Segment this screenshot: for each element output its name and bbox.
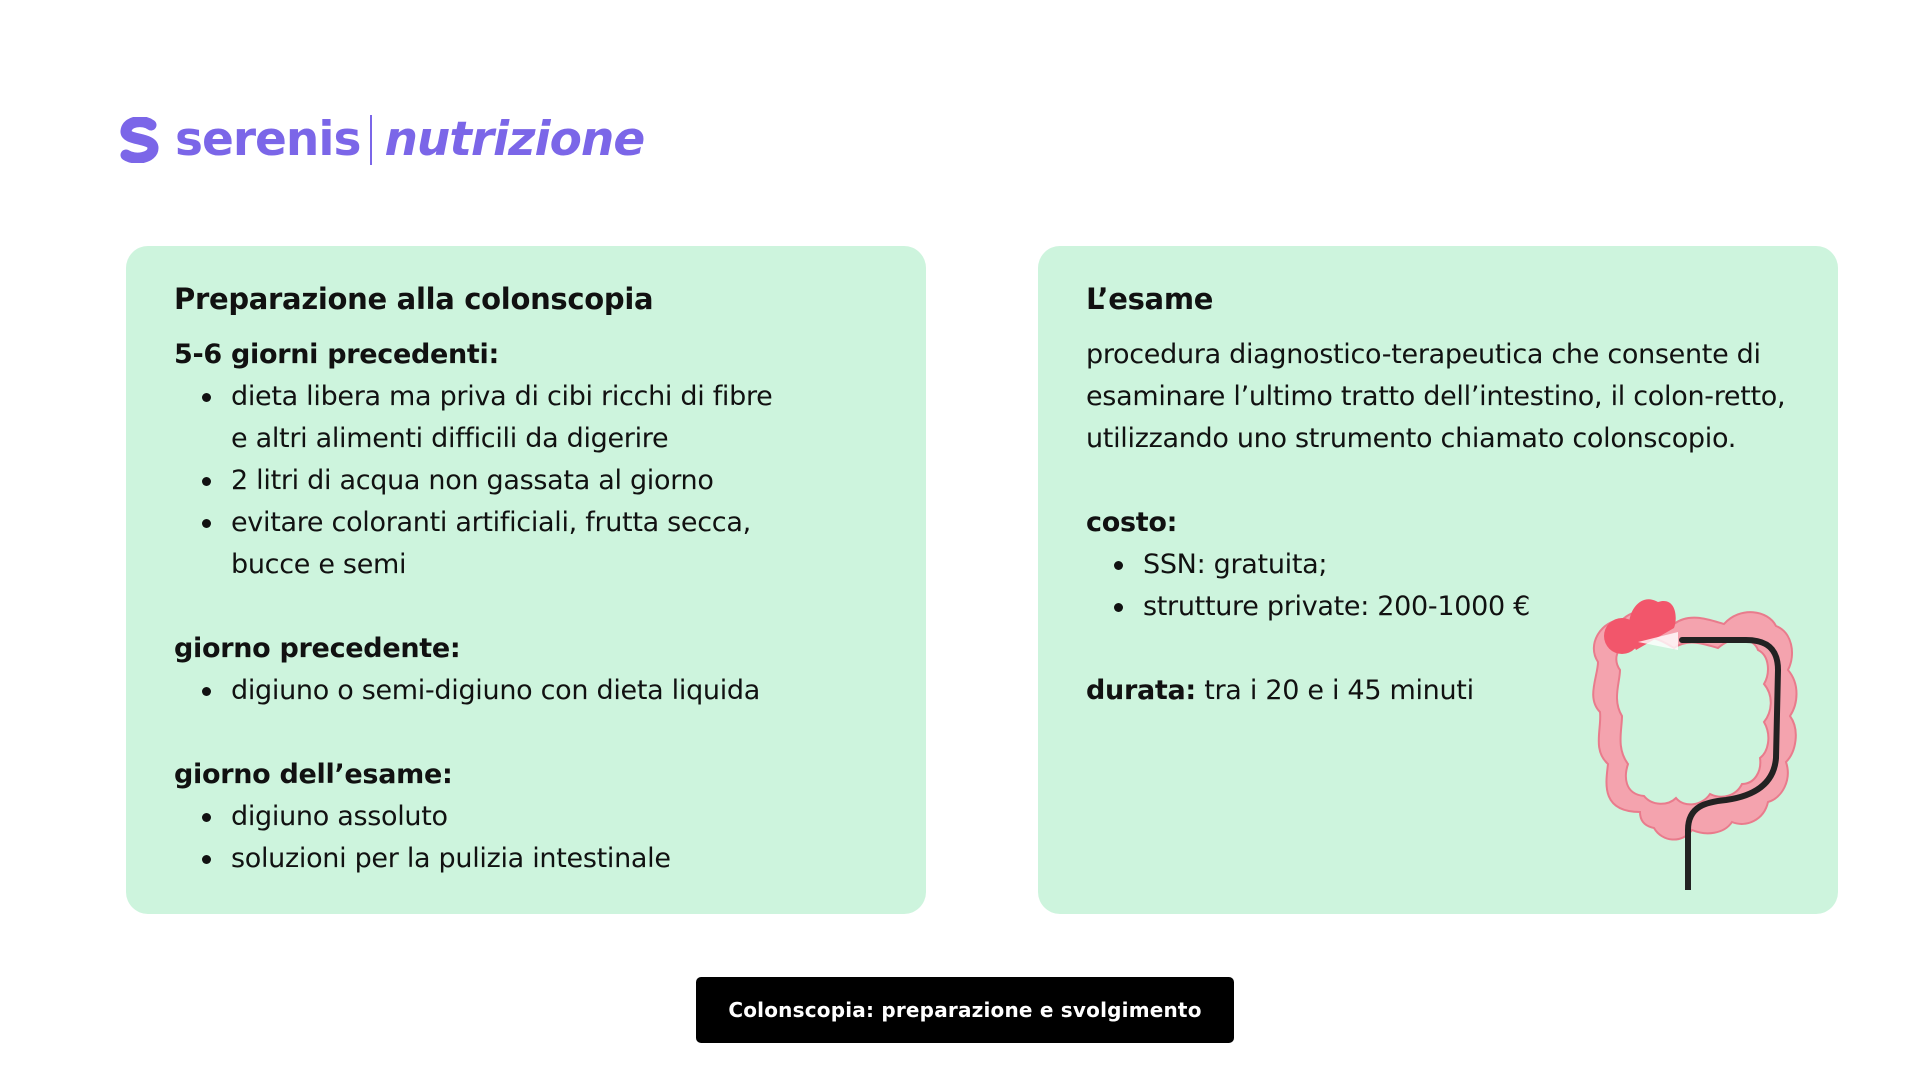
section-exam-day xyxy=(174,754,878,880)
spacer xyxy=(174,712,878,754)
colon-illustration xyxy=(1578,580,1808,890)
list-item: digiuno o semi-digiuno con dieta liquida xyxy=(202,670,878,712)
list-item: dieta libera ma priva di cibi ricchi di fibre e altri alimenti difficili da digerire xyxy=(202,376,791,460)
exam-title: L’esame xyxy=(1086,282,1214,316)
brand-name: serenis xyxy=(175,112,361,167)
duration-label: durata: xyxy=(1086,675,1196,706)
section-heading: giorno precedente: xyxy=(174,633,461,664)
list-item: soluzioni per la pulizia intestinale xyxy=(202,838,878,880)
brand-logo[interactable] xyxy=(117,110,644,170)
section-5-6-days xyxy=(174,334,878,586)
section-heading: 5-6 giorni precedenti: xyxy=(174,339,499,370)
polyp-icon xyxy=(1604,618,1640,654)
list-item: evitare coloranti artificiali, frutta secca, bucce e semi xyxy=(202,502,791,586)
brand-divider xyxy=(370,115,372,165)
intestine-shape xyxy=(1593,599,1796,839)
list-item: 2 litri di acqua non gassata al giorno xyxy=(202,460,878,502)
spacer xyxy=(1086,460,1790,502)
brand-sub: nutrizione xyxy=(384,112,645,167)
bullet-list xyxy=(174,376,878,586)
section-heading: giorno dell’esame: xyxy=(174,759,453,790)
bullet-list xyxy=(174,670,878,712)
serenis-logo-icon xyxy=(117,117,163,163)
preparation-card xyxy=(126,246,926,914)
section-day-before xyxy=(174,628,878,712)
list-item: digiuno assoluto xyxy=(202,796,878,838)
list-item: SSN: gratuita; xyxy=(1114,544,1790,586)
caption-label: Colonscopia: preparazione e svolgimento xyxy=(696,977,1234,1043)
spacer xyxy=(174,586,878,628)
exam-card xyxy=(1038,246,1838,914)
duration-value: tra i 20 e i 45 minuti xyxy=(1204,675,1474,706)
exam-description: procedura diagnostico-terapeutica che consente di esaminare l’ultimo tratto dell’intestino, il colon-retto, utilizzando uno strumento chiamato colonscopio. xyxy=(1086,339,1786,454)
list-item: strutture private: 200-1000 € xyxy=(1114,586,1790,628)
bullet-list xyxy=(174,796,878,880)
cost-heading: costo: xyxy=(1086,507,1178,538)
preparation-title: Preparazione alla colonscopia xyxy=(174,282,654,316)
